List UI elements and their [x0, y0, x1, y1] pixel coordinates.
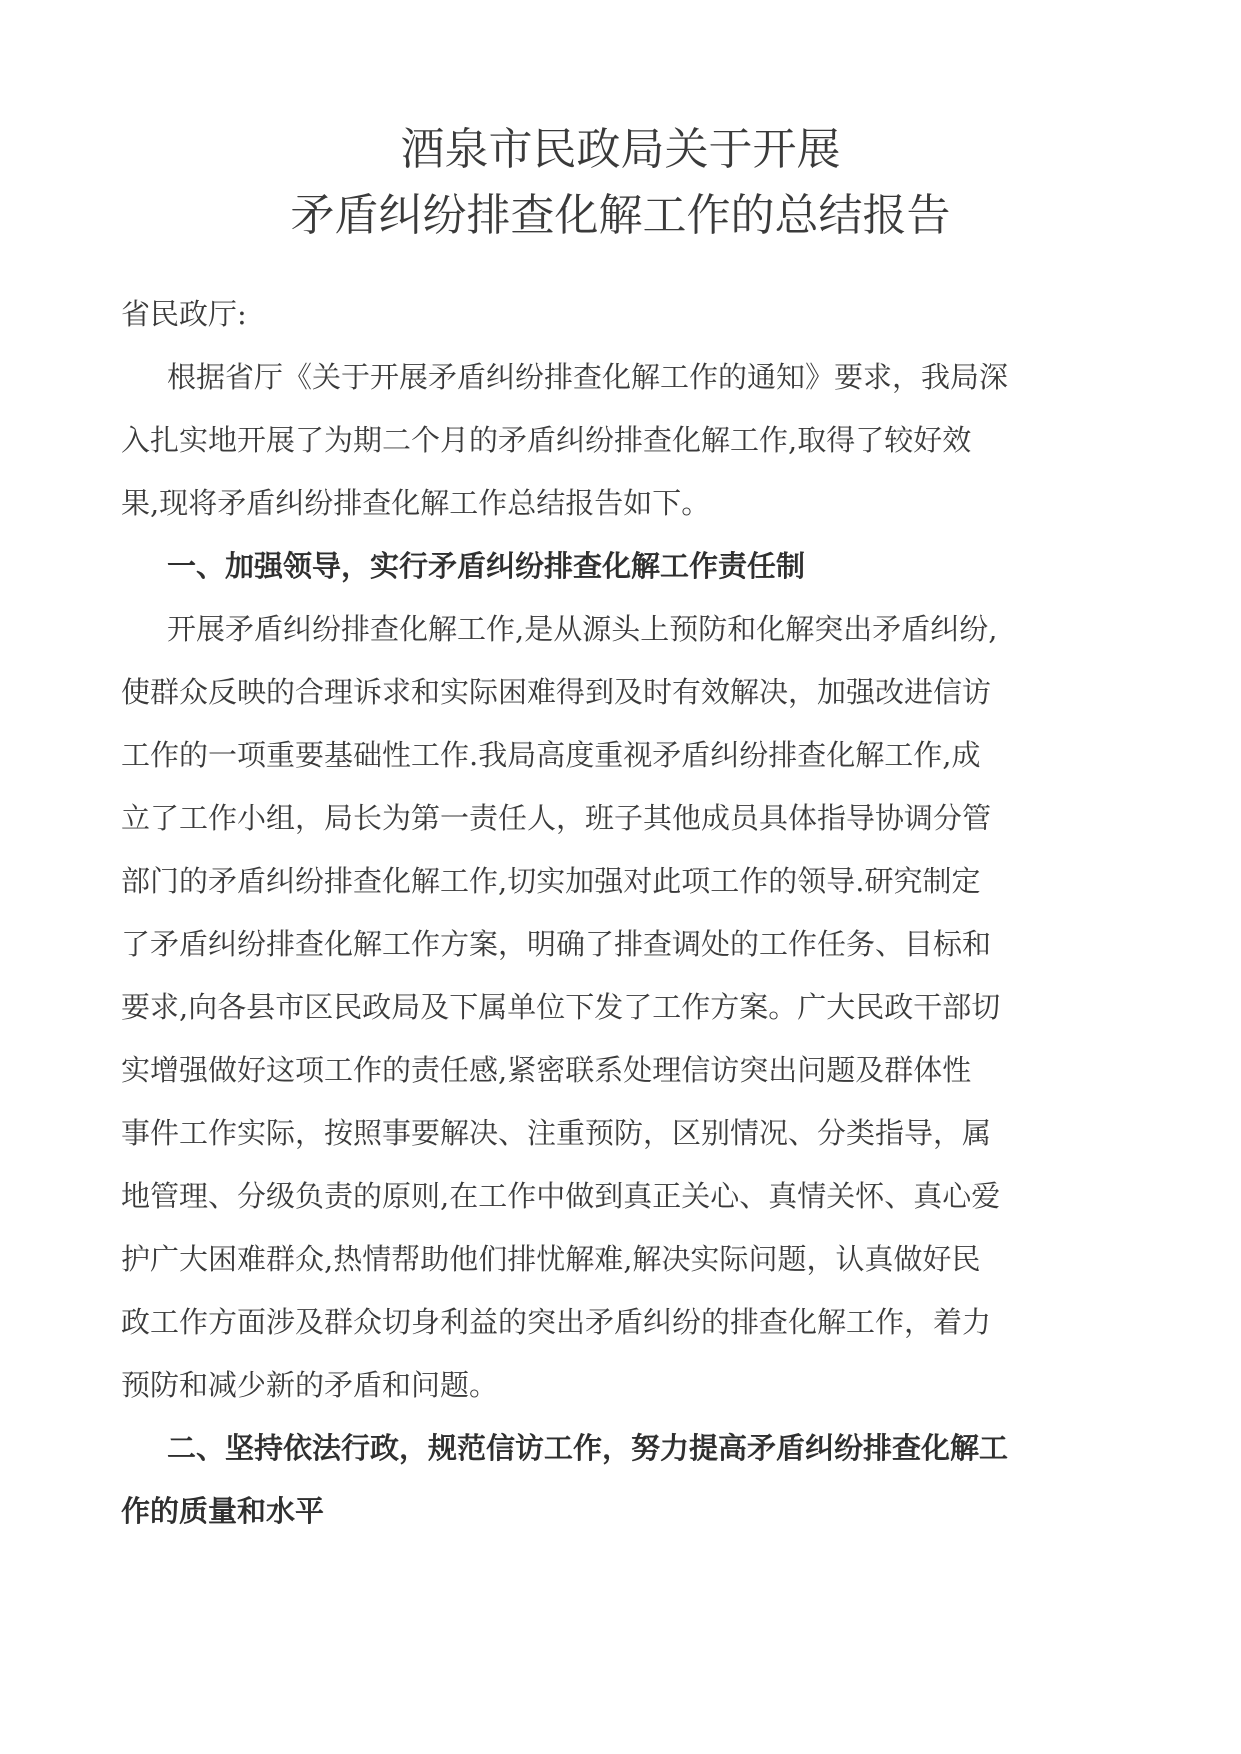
paragraph-line: 开展矛盾纠纷排查化解工作,是从源头上预防和化解突出矛盾纠纷, [167, 612, 998, 646]
document-title-line-2: 矛盾纠纷排查化解工作的总结报告 [290, 190, 951, 241]
paragraph-line: 果,现将矛盾纠纷排查化解工作总结报告如下。 [121, 486, 711, 520]
paragraph-line: 实增强做好这项工作的责任感,紧密联系处理信访突出问题及群体性 [121, 1053, 972, 1087]
paragraph-line: 事件工作实际，按照事要解决、注重预防，区别情况、分类指导，属 [121, 1116, 992, 1150]
paragraph-line: 政工作方面涉及群众切身利益的突出矛盾纠纷的排查化解工作，着力 [121, 1305, 992, 1339]
paragraph-line: 入扎实地开展了为期二个月的矛盾纠纷排查化解工作,取得了较好效 [121, 423, 972, 457]
section-2-heading-line-2: 作的质量和水平 [121, 1494, 325, 1528]
section-2-heading-line-1: 二、坚持依法行政，规范信访工作，努力提高矛盾纠纷排查化解工 [167, 1431, 1009, 1465]
paragraph-line: 立了工作小组，局长为第一责任人，班子其他成员具体指导协调分管 [121, 801, 992, 835]
paragraph-line: 部门的矛盾纠纷排查化解工作,切实加强对此项工作的领导.研究制定 [121, 864, 981, 898]
paragraph-line: 要求,向各县市区民政局及下属单位下发了工作方案。广大民政干部切 [121, 990, 1001, 1024]
section-1-heading: 一、加强领导，实行矛盾纠纷排查化解工作责任制 [167, 549, 806, 583]
document-body [121, 283, 1121, 1543]
paragraph-line: 了矛盾纠纷排查化解工作方案，明确了排查调处的工作任务、目标和 [121, 927, 992, 961]
paragraph-line: 护广大困难群众,热情帮助他们排忧解难,解决实际问题，认真做好民 [121, 1242, 981, 1276]
paragraph-line: 根据省厅《关于开展矛盾纠纷排查化解工作的通知》要求，我局深 [167, 360, 1009, 394]
paragraph-line: 地管理、分级负责的原则,在工作中做到真正关心、真情关怀、真心爱 [121, 1179, 1001, 1213]
document-title-line-1: 酒泉市民政局关于开展 [400, 124, 841, 175]
paragraph-line: 工作的一项重要基础性工作.我局高度重视矛盾纠纷排查化解工作,成 [121, 738, 981, 772]
salutation: 省民政厅: [121, 297, 247, 331]
paragraph-line: 使群众反映的合理诉求和实际困难得到及时有效解决，加强改进信访 [121, 675, 992, 709]
paragraph-line: 预防和减少新的矛盾和问题。 [121, 1368, 499, 1402]
